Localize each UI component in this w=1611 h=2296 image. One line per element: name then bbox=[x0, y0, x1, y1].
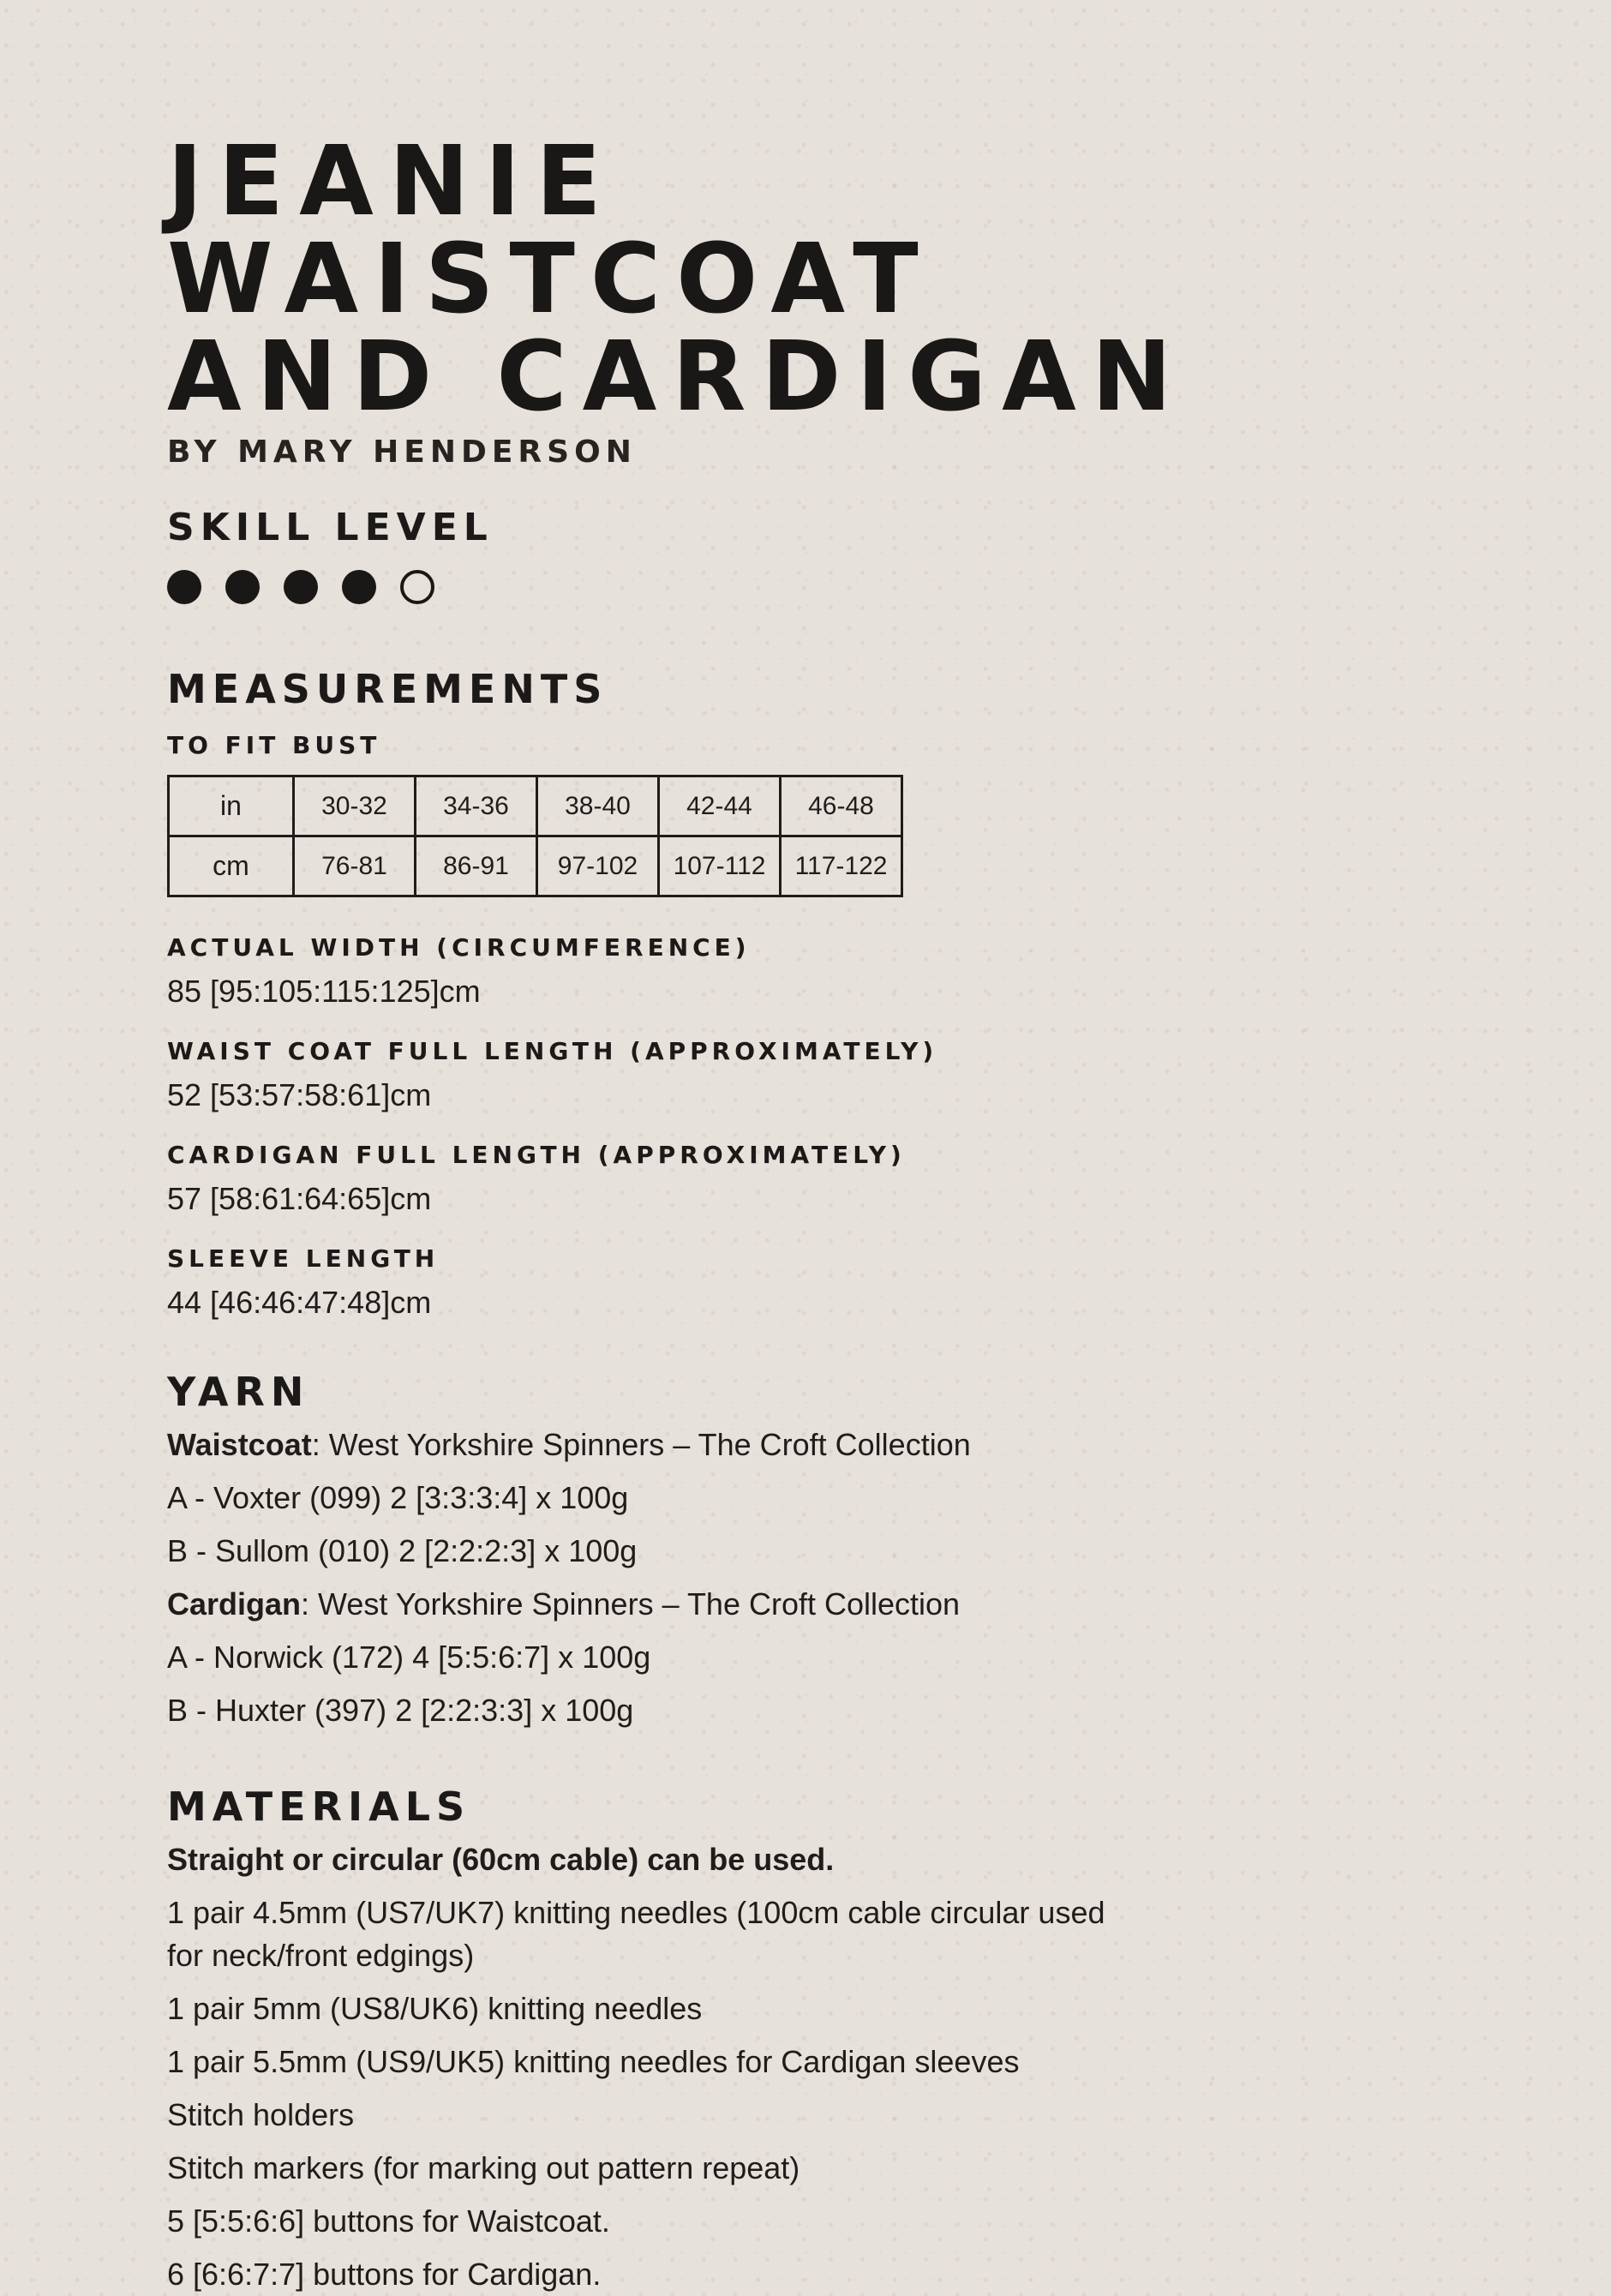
materials-item: 1 pair 5.5mm (US9/UK5) knitting needles for Cardigan sleeves bbox=[167, 2044, 1020, 2079]
measurement-value: 85 [95:105:115:125]cm bbox=[167, 974, 481, 1009]
size-cell: 34-36 bbox=[416, 776, 537, 836]
table-row-inches bbox=[169, 776, 902, 836]
yarn-waistcoat-b: B - Sullom (010) 2 [2:2:2:3] x 100g bbox=[167, 1533, 638, 1568]
materials-item: 1 pair 5mm (US8/UK6) knitting needles bbox=[167, 1991, 703, 2026]
materials-item: Stitch markers (for marking out pattern repeat) bbox=[167, 2150, 800, 2185]
materials-item: Stitch holders bbox=[167, 2097, 355, 2132]
materials-item: 5 [5:5:6:6] buttons for Waistcoat. bbox=[167, 2203, 610, 2239]
skill-dot-filled bbox=[225, 570, 260, 604]
skill-rating bbox=[167, 570, 1367, 604]
materials-intro: Straight or circular (60cm cable) can be used. bbox=[167, 1842, 835, 1877]
size-cell: 117-122 bbox=[781, 836, 902, 896]
table-row-cm bbox=[169, 836, 902, 896]
title-line-2: AND CARDIGAN bbox=[167, 321, 1188, 433]
measurement-label: CARDIGAN FULL LENGTH (APPROXIMATELY) bbox=[167, 1141, 906, 1169]
measurement-label: WAIST COAT FULL LENGTH (APPROXIMATELY) bbox=[167, 1037, 938, 1065]
bust-heading: TO FIT BUST bbox=[167, 731, 381, 759]
materials-section bbox=[167, 1783, 1367, 2296]
yarn-cardigan-line bbox=[167, 1583, 1367, 1626]
yarn-waistcoat-label: Waistcoat bbox=[167, 1427, 312, 1462]
yarn-cardigan-a: A - Norwick (172) 4 [5:5:6:7] x 100g bbox=[167, 1640, 651, 1675]
skill-section bbox=[167, 506, 1367, 604]
measurement-group bbox=[167, 1244, 1367, 1324]
yarn-waistcoat-source: : West Yorkshire Spinners – The Croft Collection bbox=[311, 1427, 971, 1462]
measurements-heading: MEASUREMENTS bbox=[167, 666, 608, 712]
size-cell: 46-48 bbox=[781, 776, 902, 836]
pattern-page bbox=[167, 126, 1367, 2296]
measurement-label: ACTUAL WIDTH (CIRCUMFERENCE) bbox=[167, 933, 751, 962]
unit-cell: cm bbox=[169, 836, 294, 896]
measurements-section bbox=[167, 666, 1367, 1324]
yarn-cardigan-b: B - Huxter (397) 2 [2:2:3:3] x 100g bbox=[167, 1693, 634, 1728]
yarn-heading: YARN bbox=[167, 1369, 310, 1415]
measurement-value: 52 [53:57:58:61]cm bbox=[167, 1077, 432, 1112]
measurement-group bbox=[167, 1037, 1367, 1117]
size-cell: 86-91 bbox=[416, 836, 537, 896]
yarn-cardigan-label: Cardigan bbox=[167, 1586, 302, 1622]
measurement-label: SLEEVE LENGTH bbox=[167, 1244, 440, 1273]
size-cell: 30-32 bbox=[294, 776, 416, 836]
size-cell: 97-102 bbox=[537, 836, 659, 896]
size-cell: 38-40 bbox=[537, 776, 659, 836]
skill-dot-filled bbox=[167, 570, 201, 604]
size-cell: 42-44 bbox=[659, 776, 781, 836]
yarn-waistcoat-a: A - Voxter (099) 2 [3:3:3:4] x 100g bbox=[167, 1480, 629, 1515]
materials-heading: MATERIALS bbox=[167, 1783, 471, 1830]
measurement-group bbox=[167, 1141, 1367, 1220]
skill-heading: SKILL LEVEL bbox=[167, 506, 494, 549]
bust-size-table bbox=[167, 775, 903, 897]
skill-dot-filled bbox=[342, 570, 376, 604]
yarn-section bbox=[167, 1369, 1367, 1732]
size-cell: 76-81 bbox=[294, 836, 416, 896]
measurement-value: 57 [58:61:64:65]cm bbox=[167, 1181, 432, 1216]
unit-cell: in bbox=[169, 776, 294, 836]
materials-item: 6 [6:6:7:7] buttons for Cardigan. bbox=[167, 2257, 602, 2292]
yarn-cardigan-source: : West Yorkshire Spinners – The Croft Collection bbox=[301, 1586, 961, 1622]
title-line-1: JEANIE WAISTCOAT bbox=[167, 126, 934, 335]
measurement-group bbox=[167, 933, 1367, 1013]
author-byline: BY MARY HENDERSON bbox=[167, 435, 637, 470]
yarn-waistcoat-line bbox=[167, 1424, 1367, 1466]
size-cell: 107-112 bbox=[659, 836, 781, 896]
materials-item: 1 pair 4.5mm (US7/UK7) knitting needles (100cm cable circular used for neck/front edgings) bbox=[167, 1895, 1105, 1973]
skill-dot-filled bbox=[284, 570, 318, 604]
skill-dot-empty bbox=[400, 570, 434, 604]
pattern-title bbox=[167, 126, 1367, 433]
measurement-value: 44 [46:46:47:48]cm bbox=[167, 1285, 432, 1320]
